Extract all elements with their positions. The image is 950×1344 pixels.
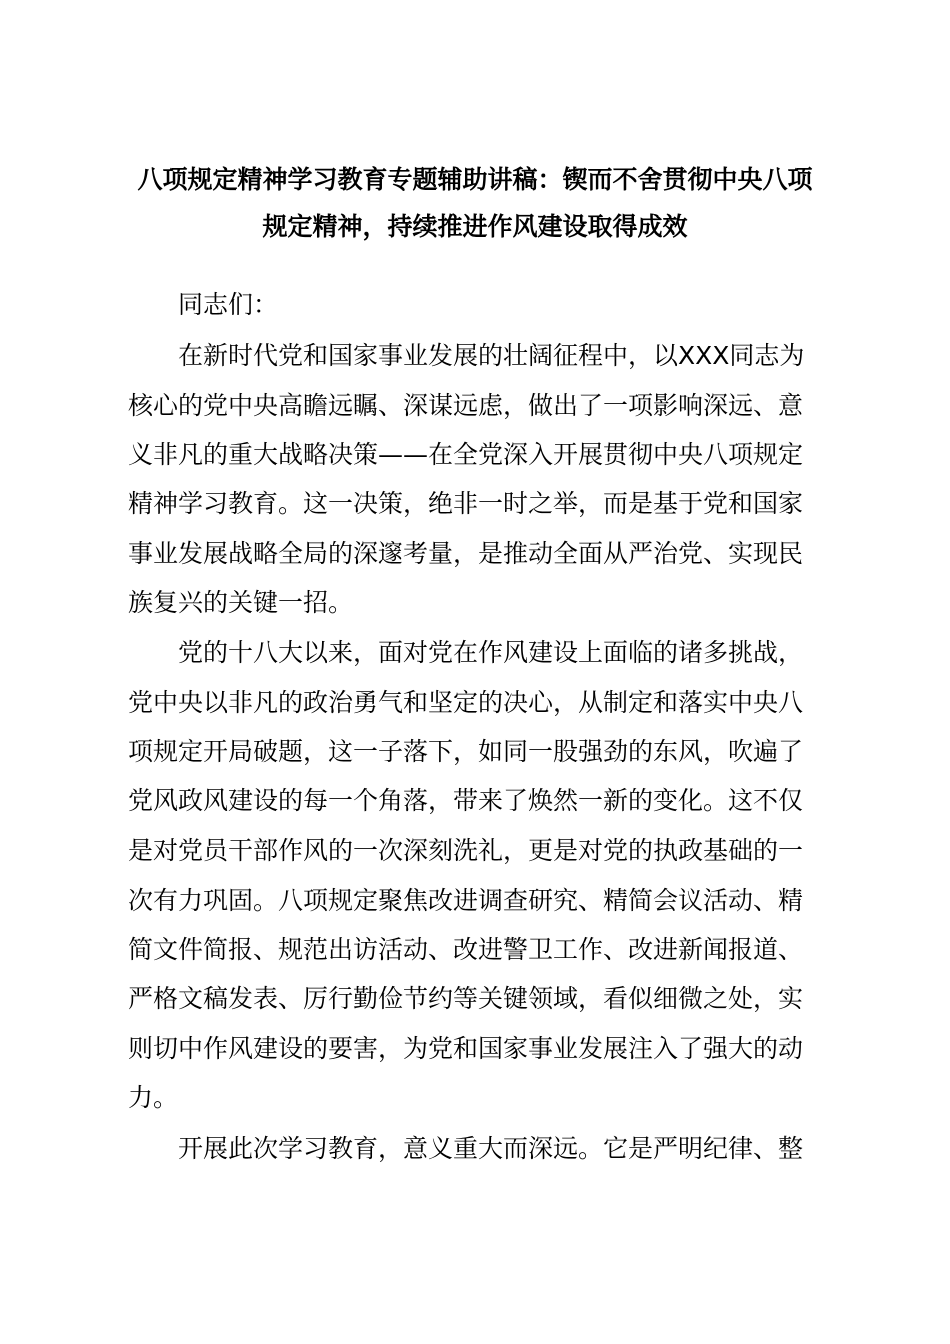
paragraph-1-line-5: 事业发展战略全局的深邃考量，是推动全面从严治党、实现民 <box>128 539 804 568</box>
paragraph-2-line-8: 严格文稿发表、厉行勤俭节约等关键领域，看似细微之处，实 <box>128 984 804 1013</box>
paragraph-2-line-6: 次有力巩固。八项规定聚焦改进调查研究、精简会议活动、精 <box>128 886 804 915</box>
paragraph-1-line-3: 义非凡的重大战略决策——在全党深入开展贯彻中央八项规定 <box>128 440 804 469</box>
paragraph-1-line-4: 精神学习教育。这一决策，绝非一时之举，而是基于党和国家 <box>128 489 804 518</box>
paragraph-1-line-1: 在新时代党和国家事业发展的壮阔征程中，以XXX同志为 <box>178 341 805 370</box>
document-title-line-2: 规定精神，持续推进作风建设取得成效 <box>262 212 688 241</box>
paragraph-2-line-1: 党的十八大以来，面对党在作风建设上面临的诸多挑战， <box>178 638 804 667</box>
paragraph-2-line-3: 项规定开局破题，这一子落下，如同一股强劲的东风，吹遍了 <box>128 737 804 766</box>
paragraph-2-line-2: 党中央以非凡的政治勇气和坚定的决心，从制定和落实中央八 <box>128 688 804 717</box>
paragraph-1-line-6: 族复兴的关键一招。 <box>128 588 354 617</box>
paragraph-2-line-5: 是对党员干部作风的一次深刻洗礼，更是对党的执政基础的一 <box>128 836 804 865</box>
paragraph-2-line-9: 则切中作风建设的要害，为党和国家事业发展注入了强大的动 <box>128 1034 804 1063</box>
paragraph-2-line-7: 简文件简报、规范出访活动、改进警卫工作、改进新闻报道、 <box>128 935 804 964</box>
document-title-line-1: 八项规定精神学习教育专题辅助讲稿：锲而不舍贯彻中央八项 <box>137 165 813 194</box>
paragraph-2-line-10: 力。 <box>128 1083 179 1112</box>
paragraph-1-line-2: 核心的党中央高瞻远瞩、深谋远虑，做出了一项影响深远、意 <box>128 391 804 420</box>
paragraph-2-line-4: 党风政风建设的每一个角落，带来了焕然一新的变化。这不仅 <box>128 786 804 815</box>
paragraph-3-line-1: 开展此次学习教育，意义重大而深远。它是严明纪律、整 <box>178 1134 804 1163</box>
greeting: 同志们： <box>178 290 279 319</box>
